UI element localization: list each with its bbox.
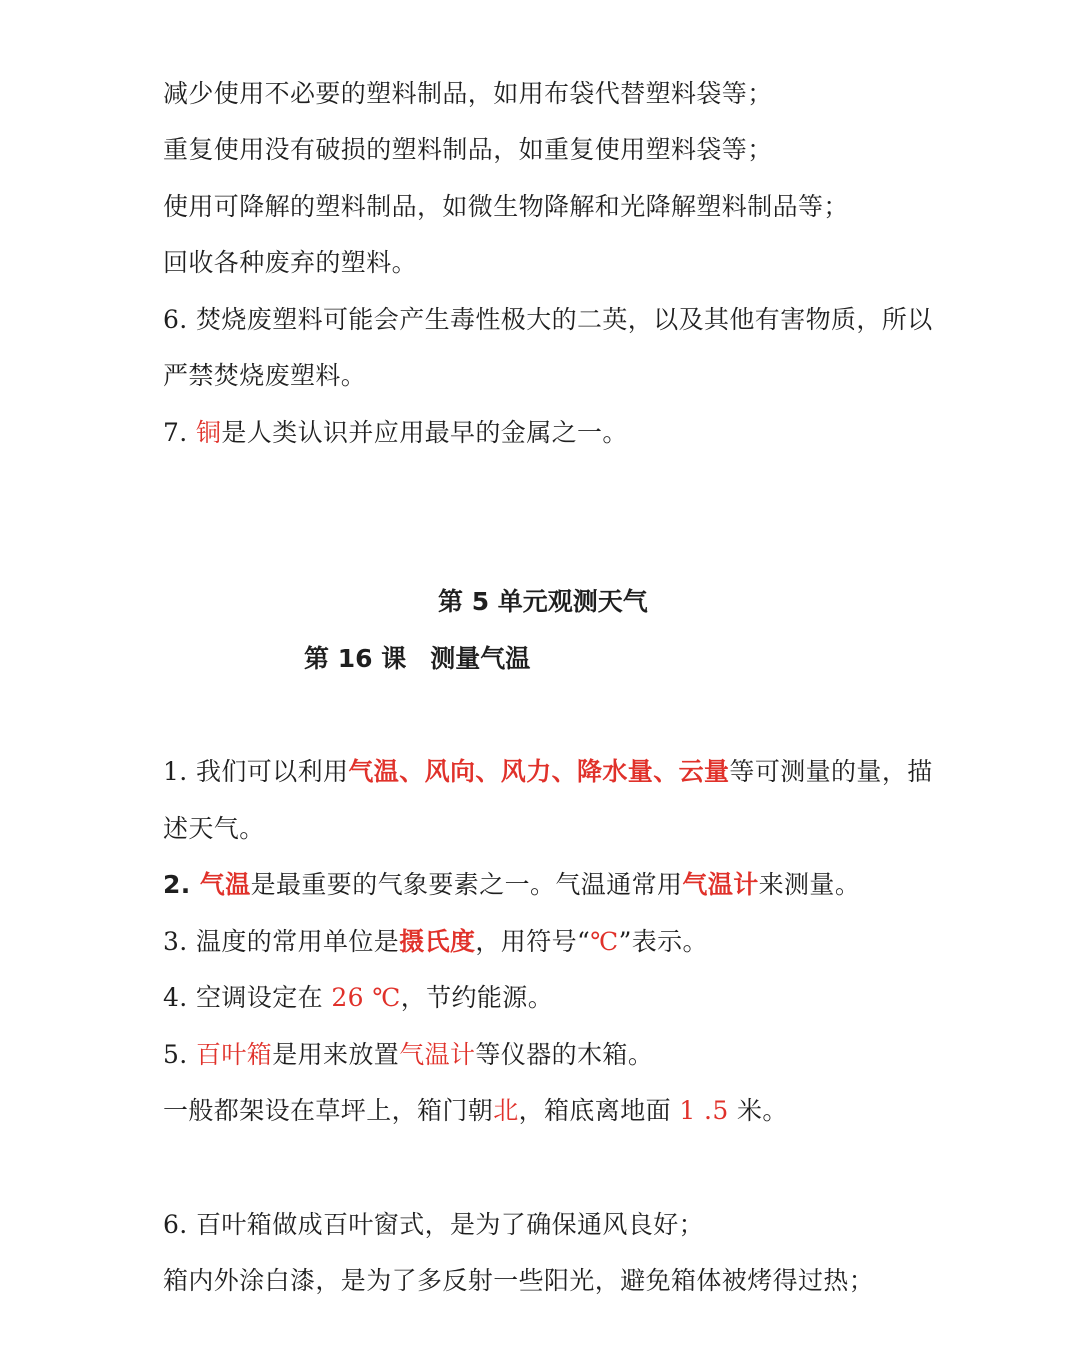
text-line bbox=[163, 1037, 653, 1073]
item-number: 7. bbox=[163, 418, 196, 447]
item-text: 1. 我们可以利用 bbox=[163, 757, 349, 786]
text-line bbox=[163, 980, 553, 1016]
highlight-term: ℃ bbox=[590, 927, 619, 956]
text-line bbox=[163, 867, 860, 903]
item-text: ，节约能源。 bbox=[400, 983, 554, 1012]
text-line: 6. 焚烧废塑料可能会产生毒性极大的二英，以及其他有害物质，所以 bbox=[163, 305, 933, 334]
text-line: 述天气。 bbox=[163, 814, 265, 843]
text-line: 6. 百叶箱做成百叶窗式，是为了确保通风良好； bbox=[163, 1210, 705, 1239]
item-text: 是最重要的气象要素之一。气温通常用 bbox=[250, 870, 683, 899]
item-number: 5. bbox=[163, 1040, 196, 1069]
text-line bbox=[163, 415, 628, 451]
text-line bbox=[163, 924, 708, 960]
item-text: 米。 bbox=[728, 1096, 788, 1125]
lesson-name: 测量气温 bbox=[430, 644, 531, 673]
text-line: 回收各种废弃的塑料。 bbox=[163, 248, 418, 277]
text-line: 箱内外涂白漆，是为了多反射一些阳光，避免箱体被烤得过热； bbox=[163, 1266, 875, 1295]
highlight-term: 摄氏度 bbox=[399, 927, 476, 956]
unit-title: 第 5 单元观测天气 bbox=[438, 587, 648, 616]
lesson-number: 第 16 课 bbox=[304, 644, 407, 673]
item-text: 是人类认识并应用最早的金属之一。 bbox=[221, 418, 628, 447]
highlight-term: 北 bbox=[493, 1096, 519, 1125]
highlight-term: 气温计 bbox=[682, 870, 759, 899]
lesson-title bbox=[304, 641, 530, 677]
item-text: 是用来放置 bbox=[272, 1040, 400, 1069]
text-line: 减少使用不必要的塑料制品，如用布袋代替塑料袋等； bbox=[163, 79, 773, 108]
text-line: 使用可降解的塑料制品，如微生物降解和光降解塑料制品等； bbox=[163, 192, 849, 221]
text-line: 严禁焚烧废塑料。 bbox=[163, 361, 367, 390]
item-number: 2. bbox=[163, 870, 200, 899]
item-text: ”表示。 bbox=[618, 927, 708, 956]
highlight-term: 气温计 bbox=[399, 1040, 476, 1069]
item-text: 一般都架设在草坪上，箱门朝 bbox=[163, 1096, 494, 1125]
highlight-term: 26 ℃ bbox=[331, 983, 401, 1012]
item-text: ，箱底离地面 bbox=[518, 1096, 680, 1125]
item-text: 来测量。 bbox=[758, 870, 861, 899]
text-line bbox=[163, 1093, 788, 1129]
highlight-term: 气温、风向、风力、降水量、云量 bbox=[348, 757, 730, 786]
item-text: 4. 空调设定在 bbox=[163, 983, 332, 1012]
item-text: 3. 温度的常用单位是 bbox=[163, 927, 400, 956]
text-line: 重复使用没有破损的塑料制品，如重复使用塑料袋等； bbox=[163, 135, 773, 164]
highlight-term: 百叶箱 bbox=[196, 1040, 273, 1069]
text-line bbox=[163, 754, 933, 790]
highlight-term: 铜 bbox=[196, 418, 222, 447]
item-text: 等可测量的量，描 bbox=[729, 757, 933, 786]
highlight-term: 气温 bbox=[199, 870, 251, 899]
highlight-term: 1 .5 bbox=[679, 1096, 729, 1125]
item-text: 等仪器的木箱。 bbox=[475, 1040, 654, 1069]
item-text: ，用符号“ bbox=[475, 927, 591, 956]
